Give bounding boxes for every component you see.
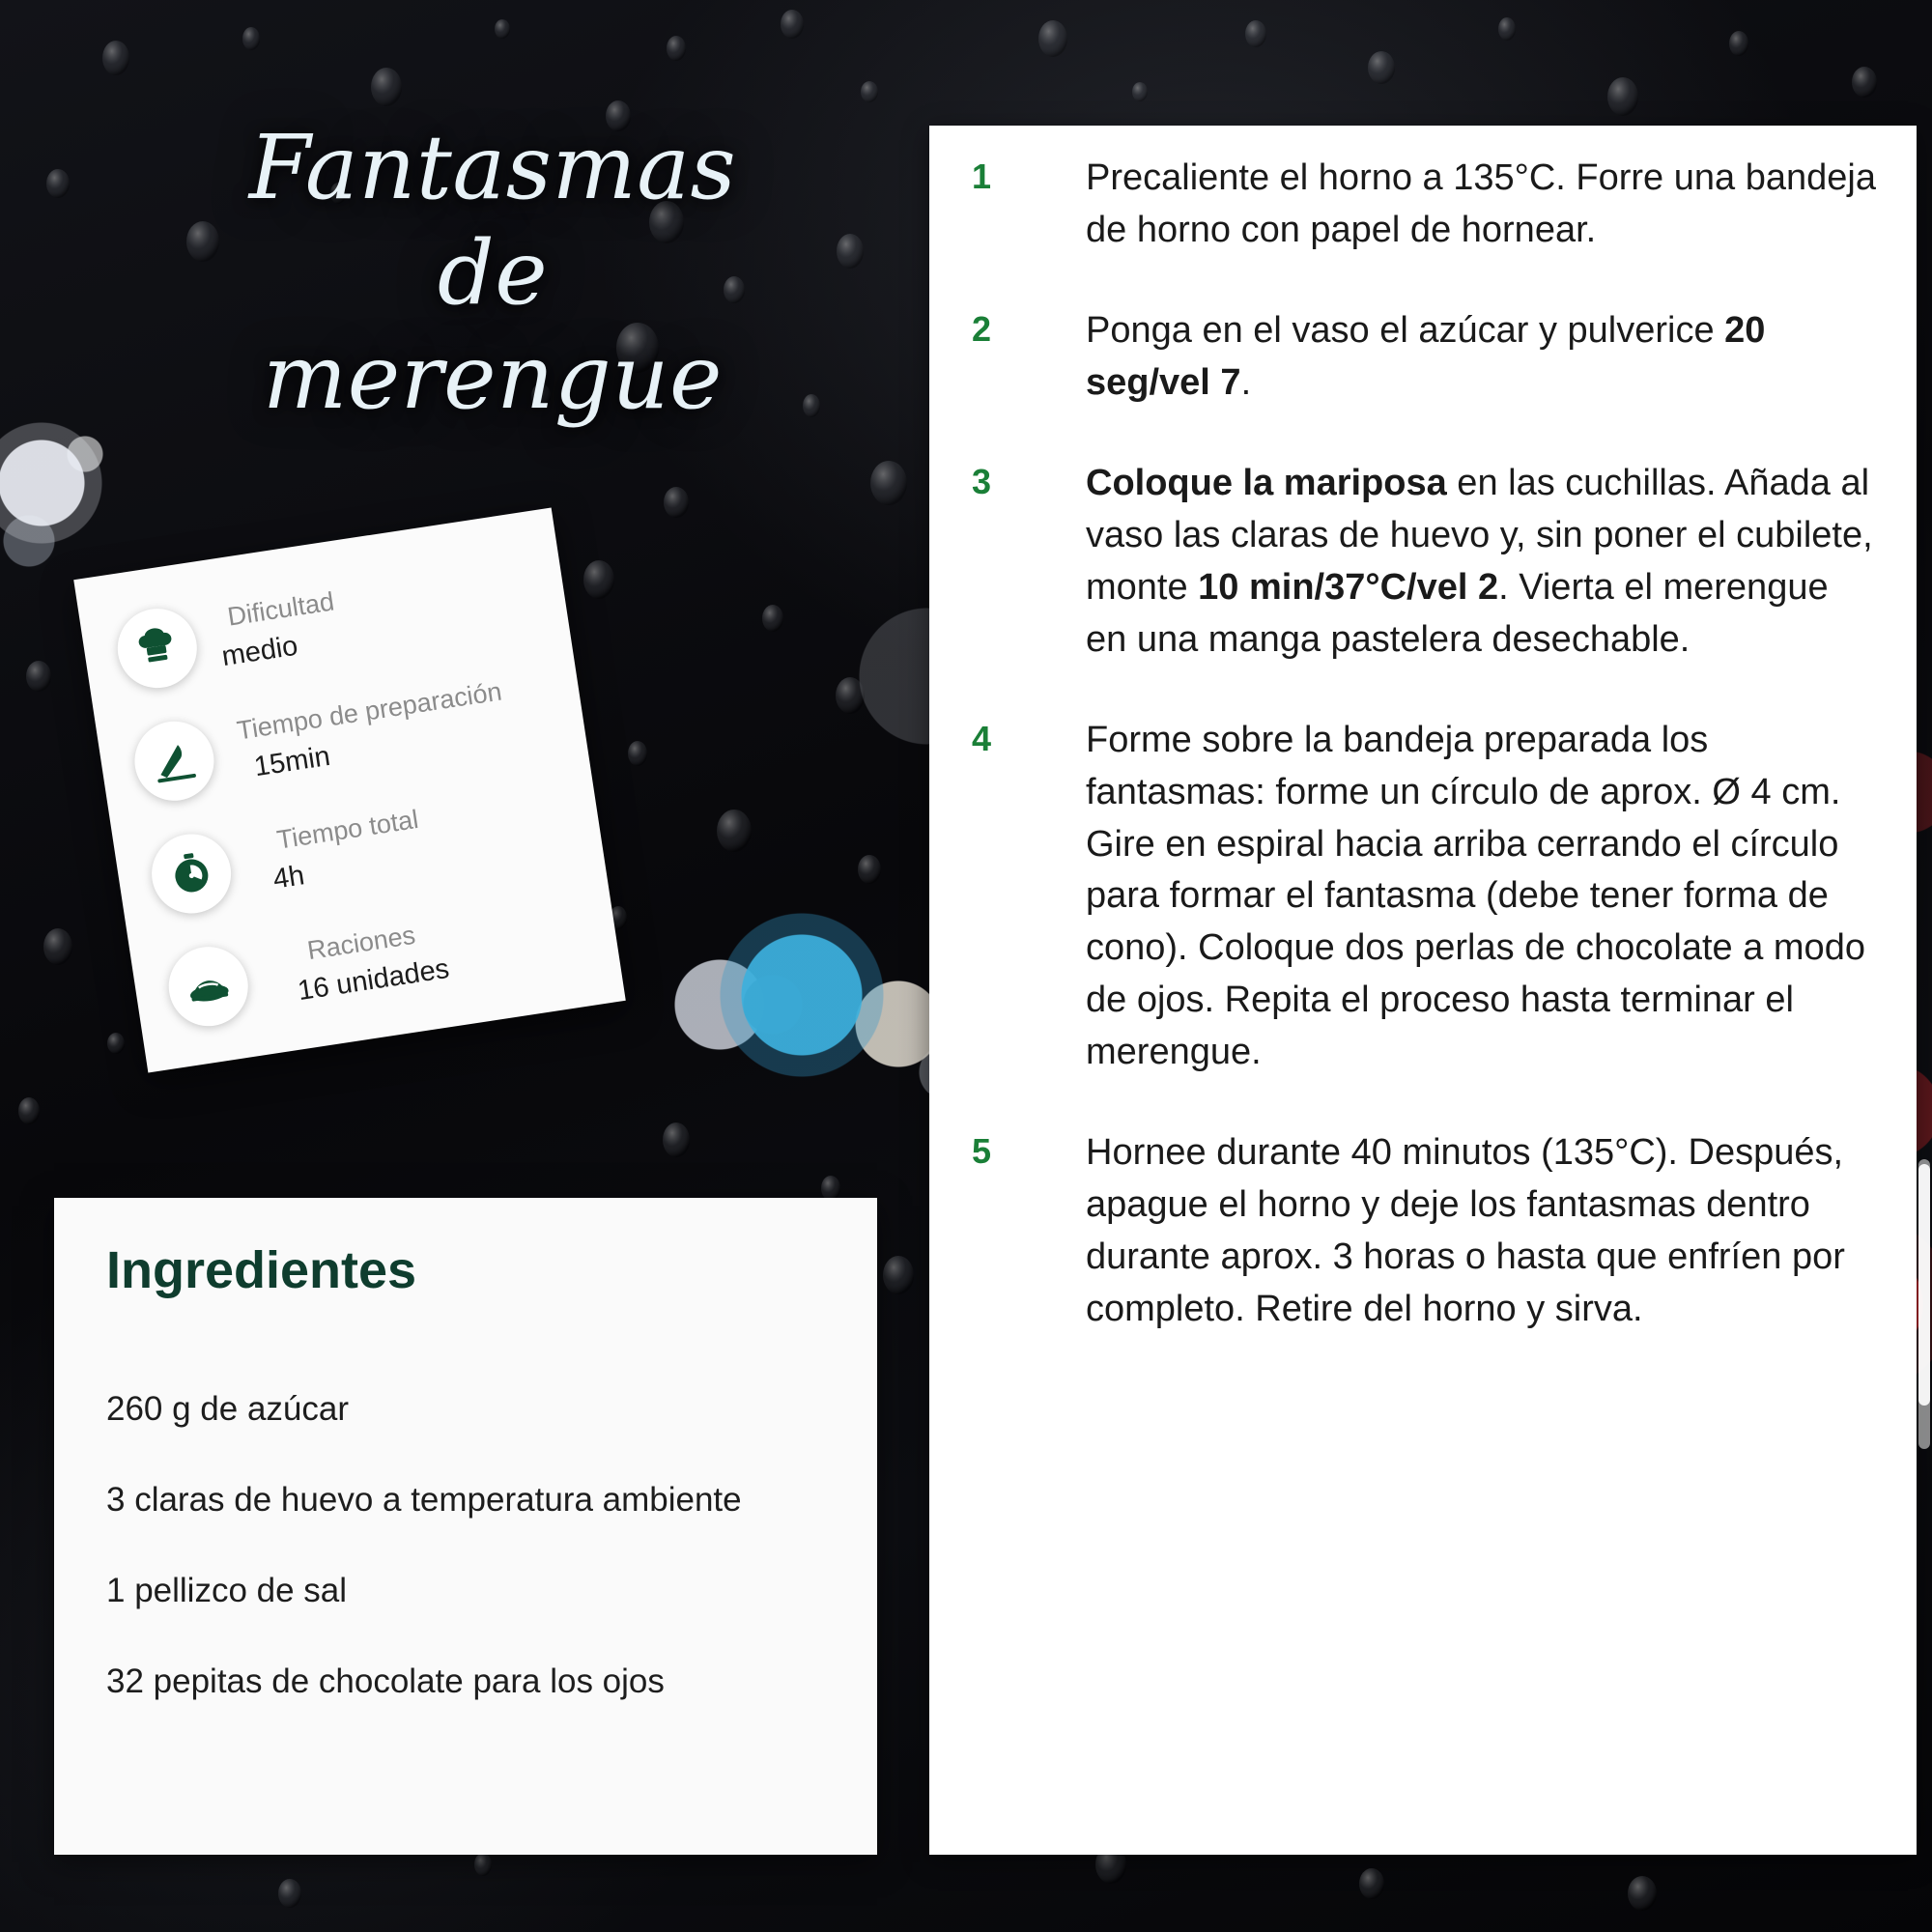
ingredient-item: 32 pepitas de chocolate para los ojos xyxy=(106,1662,665,1700)
step-text xyxy=(1086,1127,1878,1336)
meta-row-servings xyxy=(163,891,587,1032)
meta-label-servings: Raciones xyxy=(305,920,417,966)
step-text xyxy=(1086,305,1878,410)
scrollbar-thumb[interactable] xyxy=(1918,1164,1930,1406)
knife-icon xyxy=(129,716,219,806)
step-text xyxy=(1086,153,1878,257)
meta-row-prep-time xyxy=(129,666,554,807)
step-text-fragment: Forme sobre la bandeja preparada los fantasmas: forme un círculo de aprox. Ø 4 cm. Gire en espiral hacia arriba cerrando el círculo para formar el fantasma (debe tener forma de cono). Coloque dos perlas de chocolate a modo de ojos. Repita el proceso hasta terminar el merengue. xyxy=(1086,719,1865,1073)
recipe-meta-card xyxy=(73,508,626,1073)
recipe-title-line-1: Fantasmas xyxy=(248,116,737,219)
step-number: 5 xyxy=(972,1131,992,1172)
ingredient-item: 3 claras de huevo a temperatura ambiente xyxy=(106,1481,742,1519)
meta-label-prep-time: Tiempo de preparación xyxy=(235,676,504,746)
recipe-title xyxy=(145,116,840,431)
step-text xyxy=(1086,458,1878,667)
step-text-fragment: en las cuchillas. Añada al vaso las claras de huevo y, sin poner el cubilete, monte xyxy=(1086,462,1873,608)
meta-value-prep-time: 15min xyxy=(251,740,332,783)
meta-row-difficulty xyxy=(112,553,536,694)
step-item xyxy=(972,458,1878,667)
meta-value-difficulty: medio xyxy=(219,630,300,673)
step-number: 4 xyxy=(972,718,992,758)
meta-label-difficulty: Dificultad xyxy=(225,586,336,632)
step-item xyxy=(972,715,1878,1080)
step-number: 3 xyxy=(972,461,992,501)
preparation-steps-panel[interactable] xyxy=(929,126,1917,1855)
ingredient-item: 1 pellizco de sal xyxy=(106,1572,348,1609)
step-item xyxy=(972,153,1878,257)
step-item xyxy=(972,1127,1878,1336)
recipe-title-line-2: de xyxy=(437,220,549,325)
stopwatch-icon xyxy=(146,829,236,919)
serving-dish-icon xyxy=(163,941,253,1031)
step-number: 2 xyxy=(972,308,992,349)
step-text-fragment: . xyxy=(1240,361,1252,403)
step-item xyxy=(972,305,1878,410)
meta-label-total-time: Tiempo total xyxy=(274,804,421,855)
ingredients-card xyxy=(54,1198,877,1855)
ingredients-heading: Ingredientes xyxy=(106,1241,417,1299)
chef-hat-icon xyxy=(112,603,202,693)
step-text-fragment: Ponga en el vaso el azúcar y pulverice xyxy=(1086,309,1725,351)
recipe-title-line-3: merengue xyxy=(263,326,723,430)
step-text-fragment: Precaliente el horno a 135°C. Forre una bandeja de horno con papel de hornear. xyxy=(1086,157,1876,250)
step-text-emphasis: 20 seg/vel 7 xyxy=(1086,309,1766,403)
step-text-fragment: . Vierta el merengue en una manga pastelera desechable. xyxy=(1086,566,1829,660)
meta-value-total-time: 4h xyxy=(270,860,307,895)
step-text-emphasis: 10 min/37°C/vel 2 xyxy=(1198,566,1499,608)
step-text xyxy=(1086,715,1878,1080)
step-text-emphasis: Coloque la mariposa xyxy=(1086,462,1447,503)
meta-value-servings: 16 unidades xyxy=(296,952,452,1008)
steps-list xyxy=(972,153,1878,1336)
ingredient-item: 260 g de azúcar xyxy=(106,1390,350,1428)
step-number: 1 xyxy=(972,156,992,196)
step-text-fragment: Hornee durante 40 minutos (135°C). Después, apague el horno y deje los fantasmas dentro durante aprox. 3 horas o hasta que enfríen por completo. Retire del horno y sirva. xyxy=(1086,1132,1845,1330)
meta-row-total-time xyxy=(146,778,570,919)
